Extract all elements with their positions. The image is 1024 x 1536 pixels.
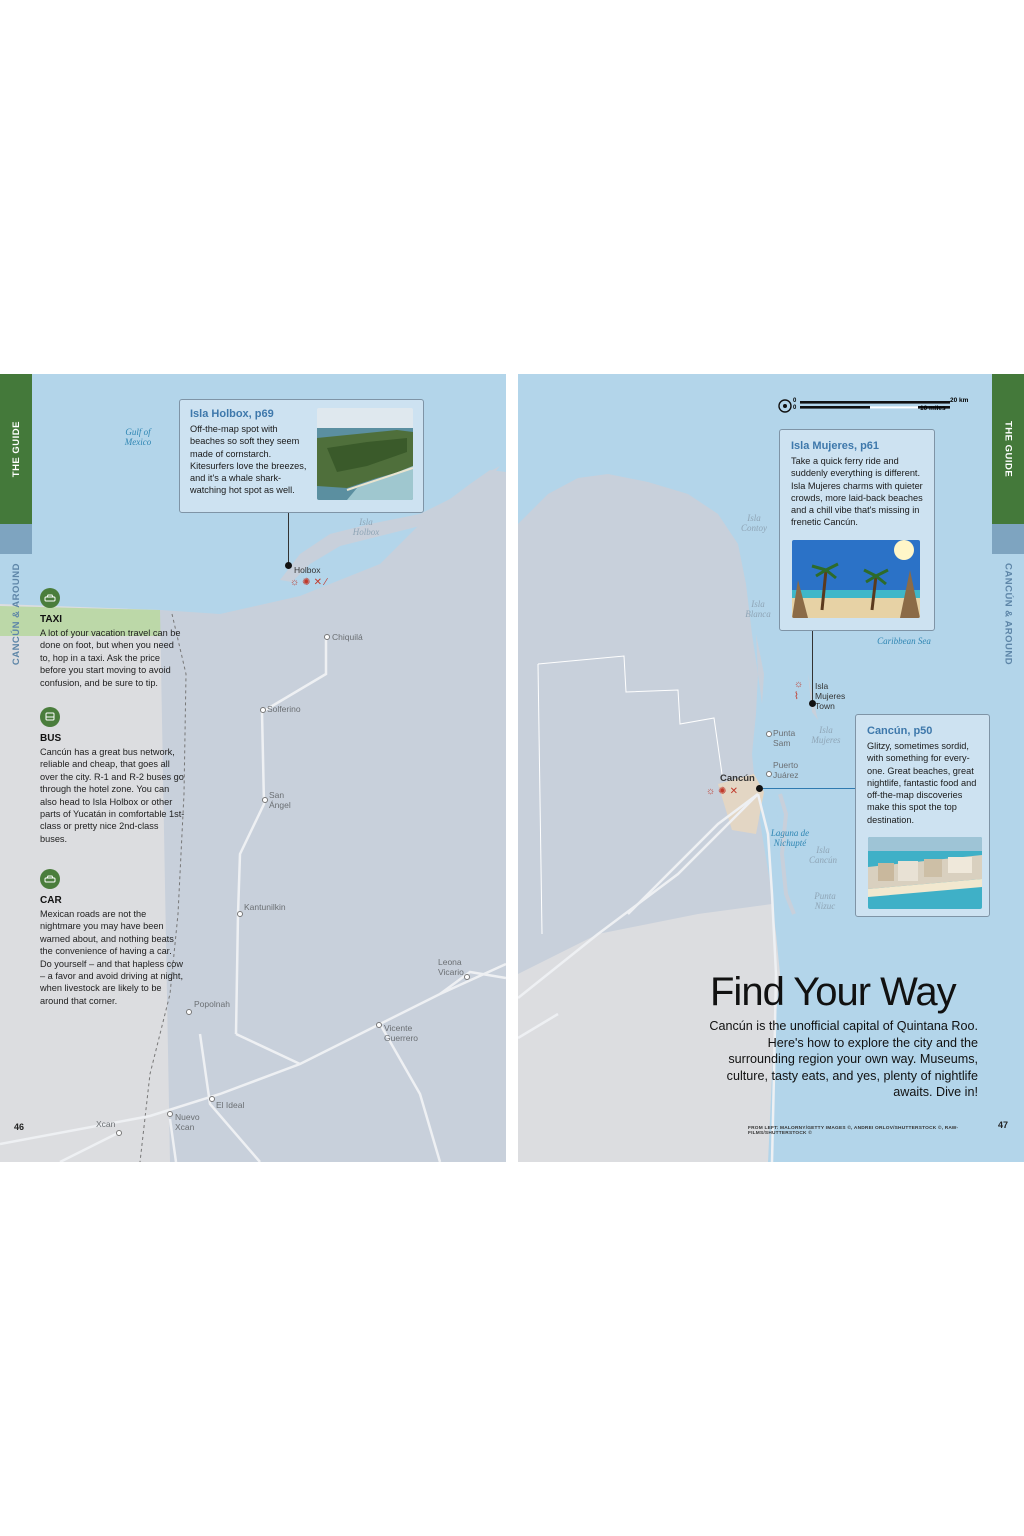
section-tab-right-divider bbox=[992, 524, 1024, 554]
bus-title: BUS bbox=[40, 733, 62, 744]
car-icon bbox=[40, 869, 60, 889]
right-page bbox=[518, 374, 1024, 1162]
holbox-callout-title: Isla Holbox, p69 bbox=[190, 408, 274, 420]
bus-body: Cancún has a great bus network, reliable and cheap, that goes all over the city. R-1 and R-2 buses go through the hotel zone. You can also head to Isla Holbox or other parts of Yucatán in comfortable 1st-class or pretty nice 2nd-class buses. bbox=[40, 747, 185, 844]
cancun-activity-icons bbox=[706, 787, 738, 797]
isla-cancun-label: Isla Cancún bbox=[809, 845, 837, 865]
section-tab-divider bbox=[0, 524, 32, 554]
taxi-body: A lot of your vacation travel can be done on foot, but when you need to, hop in a taxi. Ask the price before you start moving to avoid confusion, and be sure to tip. bbox=[40, 628, 181, 688]
isla-mujeres-leader-line bbox=[812, 631, 813, 703]
car-body: Mexican roads are not the nightmare you may have been warned about, and nothing beats the convenience of having a car. Do yourself – and that hapless cow – a favor and avoid driving at night, when livestock are likely to be around that corner. bbox=[40, 909, 184, 1006]
cancun-callout-body: Glitzy, sometimes sordid, with something for every-one. Great beaches, great nightlife, fantastic food and off-the-map discoveries make this spot the top destination. bbox=[867, 741, 977, 825]
leona-vicario-marker bbox=[464, 974, 470, 980]
transport-taxi bbox=[40, 588, 186, 689]
kantunilkin-label: Kantunilkin bbox=[244, 902, 286, 912]
san-angel-marker bbox=[262, 797, 268, 803]
cancun-place-label: Cancún bbox=[720, 773, 755, 784]
kantunilkin-marker bbox=[237, 911, 243, 917]
scale-km-zero: 0 bbox=[793, 398, 797, 404]
xcan-label: Xcan bbox=[96, 1119, 116, 1129]
isla-blanca-label: Isla Blanca bbox=[745, 599, 771, 619]
puerto-juarez-label: Puerto Juárez bbox=[773, 760, 799, 780]
region-tab-label: CANCÚN & AROUND bbox=[10, 562, 22, 666]
chiquila-marker bbox=[324, 634, 330, 640]
nightlife-icon: ✺ bbox=[718, 786, 727, 797]
intro-text: Cancún is the unofficial capital of Quintana Roo. Here's how to explore the city and the surrounding region your own way. Museums, culture, tasty eats, and yes, plenty of nightlife awaits. Dive in! bbox=[709, 1019, 978, 1099]
isla-contoy-label: Isla Contoy bbox=[741, 513, 767, 533]
nuevo-xcan-label: Nuevo Xcan bbox=[175, 1112, 200, 1132]
holbox-place-label: Holbox bbox=[294, 565, 321, 575]
holbox-callout[interactable] bbox=[179, 399, 424, 513]
isla-mujeres-photo bbox=[792, 540, 920, 618]
dining-icon: ✕ bbox=[313, 577, 322, 588]
isla-mujeres-town-label: Isla Mujeres Town bbox=[815, 681, 846, 711]
el-ideal-marker bbox=[209, 1096, 215, 1102]
solferino-marker bbox=[260, 707, 266, 713]
page-number-left: 46 bbox=[14, 1122, 25, 1132]
bus-icon bbox=[40, 707, 60, 727]
beach-sun-icon: ☼ bbox=[706, 786, 716, 797]
scale-km-label: 20 km bbox=[950, 397, 969, 404]
scale-bar bbox=[778, 396, 978, 416]
vicente-guerrero-marker bbox=[376, 1022, 382, 1028]
section-tab-right[interactable] bbox=[992, 374, 1024, 524]
isla-mujeres-activity-icons bbox=[794, 680, 803, 702]
nuevo-xcan-marker bbox=[167, 1111, 173, 1117]
sun-icon: ✺ bbox=[302, 577, 311, 588]
holbox-callout-body: Off-the-map spot with beaches so soft they seem made of cornstarch. Kitesurfers love the breezes, and it's a whale shark-watching hot spot as well. bbox=[190, 424, 307, 496]
laguna-nichupte-label: Laguna de Nichupté bbox=[770, 828, 810, 848]
puerto-juarez-marker bbox=[766, 771, 772, 777]
isla-mujeres-callout-title: Isla Mujeres, p61 bbox=[791, 440, 880, 452]
san-angel-label: San Ángel bbox=[269, 790, 291, 810]
region-tab-right[interactable] bbox=[992, 554, 1024, 674]
section-tab[interactable] bbox=[0, 374, 32, 524]
leona-vicario-label: Leona Vicario bbox=[438, 957, 464, 977]
holbox-leader-line bbox=[288, 513, 289, 565]
car-title: CAR bbox=[40, 895, 62, 906]
photo-credits: FROM LEFT: MALORNY/GETTY IMAGES ©, ANDREI ORLOV/SHUTTERSTOCK ©, RAW-FILMS/SHUTTERSTOCK © bbox=[748, 1126, 959, 1136]
taxi-title: TAXI bbox=[40, 614, 63, 625]
isla-mujeres-water-label: Isla Mujeres bbox=[811, 725, 841, 745]
holbox-activity-icons bbox=[290, 578, 327, 588]
beach-sun-icon: ☼ bbox=[290, 577, 300, 588]
isla-holbox-water-label: Isla Holbox bbox=[352, 517, 380, 537]
transport-car bbox=[40, 869, 186, 1007]
section-tab-label: THE GUIDE bbox=[10, 420, 22, 478]
punta-nizuc-label: Punta Nizuc bbox=[814, 891, 836, 911]
section-tab-right-label: THE GUIDE bbox=[1002, 420, 1014, 478]
popolnah-marker bbox=[186, 1009, 192, 1015]
solferino-label: Solferino bbox=[267, 704, 301, 714]
cancun-leader-line bbox=[763, 788, 855, 789]
cancun-aerial-photo bbox=[868, 837, 982, 909]
snorkel-icon: ⌇ bbox=[794, 691, 799, 702]
isla-mujeres-callout-body: Take a quick ferry ride and suddenly everything is different. Isla Mujeres charms with quieter crowds, more laid-back beaches and a chill vibe that's missing in frenetic Cancún. bbox=[791, 456, 923, 528]
dining-icon: ✕ bbox=[729, 786, 738, 797]
popolnah-label: Popolnah bbox=[194, 999, 230, 1009]
scale-miles-label: 10 miles bbox=[920, 405, 946, 412]
beach-icon: ☼ bbox=[794, 679, 804, 690]
surfboard-icon: ∕ bbox=[324, 577, 327, 588]
cancun-callout[interactable] bbox=[855, 714, 990, 917]
headline: Find Your Way bbox=[710, 970, 956, 1014]
cancun-marker[interactable] bbox=[756, 785, 763, 792]
holbox-aerial-photo bbox=[317, 408, 413, 500]
region-tab[interactable] bbox=[0, 554, 32, 674]
holbox-marker[interactable] bbox=[285, 562, 292, 569]
isla-mujeres-callout[interactable] bbox=[779, 429, 935, 631]
punta-sam-marker bbox=[766, 731, 772, 737]
caribbean-sea-label: Caribbean Sea bbox=[877, 636, 931, 646]
page-number-right: 47 bbox=[998, 1120, 1009, 1130]
vicente-guerrero-label: Vicente Guerrero bbox=[384, 1023, 419, 1043]
el-ideal-label: El Ideal bbox=[216, 1100, 245, 1110]
region-tab-right-label: CANCÚN & AROUND bbox=[1002, 562, 1014, 666]
transport-bus bbox=[40, 707, 186, 845]
scale-mi-zero: 0 bbox=[793, 405, 797, 411]
cancun-callout-title: Cancún, p50 bbox=[867, 725, 933, 737]
left-page bbox=[0, 374, 506, 1162]
taxi-icon bbox=[40, 588, 60, 608]
gulf-of-mexico-label: Gulf of Mexico bbox=[124, 427, 152, 447]
chiquila-label: Chiquilá bbox=[332, 632, 363, 642]
punta-sam-label: Punta Sam bbox=[773, 728, 796, 748]
xcan-marker bbox=[116, 1130, 122, 1136]
